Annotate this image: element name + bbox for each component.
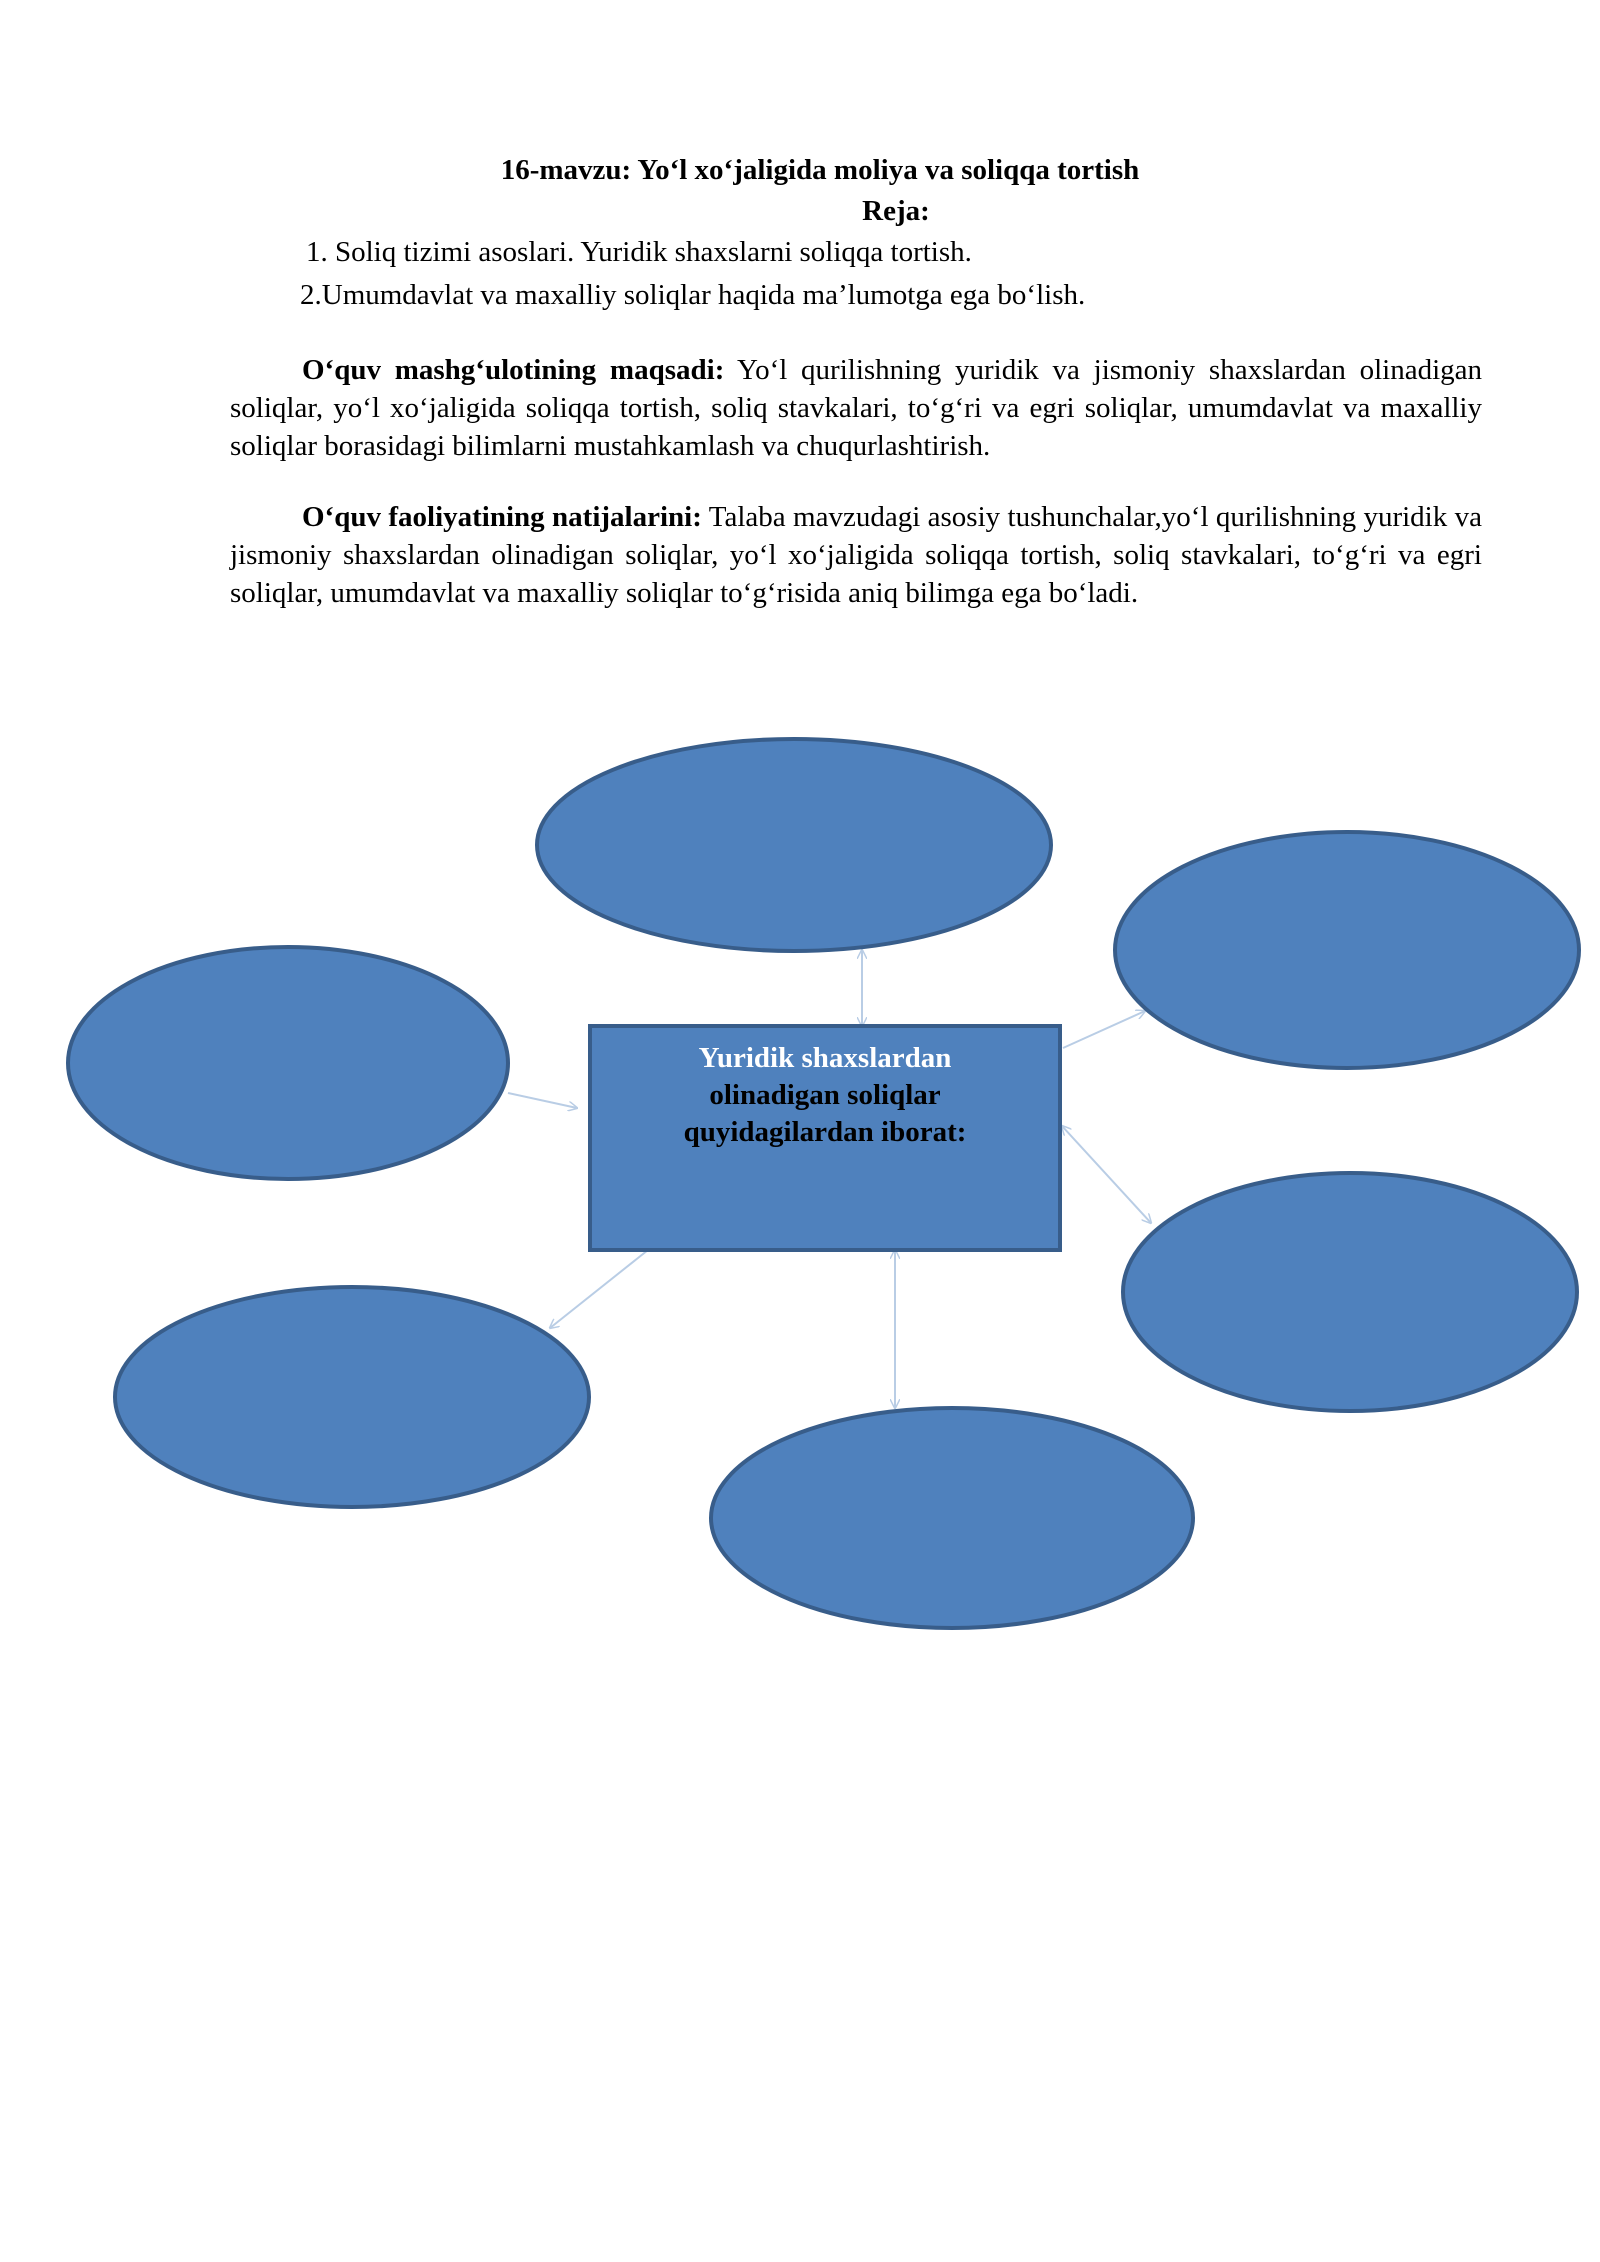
goal-text: Yo‘l qurilishning yuridik va jismoniy shaxslardan olinadigan soliqlar, yo‘l xo‘jaligida soliqqa tortish, soliq stavkalari, to‘g‘ri va egri soliqlar, umumdavlat va maxalliy soliqlar borasidagi bilimlarni mustahkamlash va chuqurlashtirish. <box>230 354 1482 462</box>
connector-top-right <box>1063 1011 1145 1048</box>
results-text: Talaba mavzudagi asosiy tushunchalar,yo‘l qurilishning yuridik va jismoniy shaxslardan olinadigan soliqlar, yo‘l xo‘jaligida soliqqa tortish, soliq stavkalari, to‘g‘ri va egri soliqlar, umumdavlat va maxalliy soliqlar to‘g‘risida aniq bilimga ega bo‘ladi. <box>230 501 1482 609</box>
center-box-text <box>592 1040 1058 1151</box>
goal-label: O‘quv mashg‘ulotining maqsadi: <box>302 354 725 386</box>
center-box-line-3: quyidagilardan iborat: <box>683 1116 967 1148</box>
center-box-line-2: olinadigan soliqlar <box>709 1079 941 1111</box>
plan-heading: Reja: <box>862 195 930 227</box>
oval-right <box>1123 1173 1577 1411</box>
plan-item-1: 1. Soliq tizimi asoslari. Yuridik shaxslarni soliqqa tortish. <box>306 236 972 268</box>
oval-bottom-left <box>115 1287 589 1507</box>
connector-right <box>1062 1126 1151 1223</box>
oval-top <box>537 739 1051 951</box>
page-title: 16-mavzu: Yo‘l xo‘jaligida moliya va soliqqa tortish <box>500 154 1140 186</box>
oval-bottom <box>711 1408 1193 1628</box>
connector-bottom-left <box>550 1250 648 1328</box>
oval-left <box>68 947 508 1179</box>
plan-item-2: 2.Umumdavlat va maxalliy soliqlar haqida ma’lumotga ega bo‘lish. <box>300 279 1086 311</box>
results-label: O‘quv faoliyatining natijalarini: <box>302 501 702 533</box>
connector-left <box>508 1093 577 1108</box>
center-box-line-1: Yuridik shaxslardan <box>698 1042 952 1074</box>
oval-top-right <box>1115 832 1579 1068</box>
